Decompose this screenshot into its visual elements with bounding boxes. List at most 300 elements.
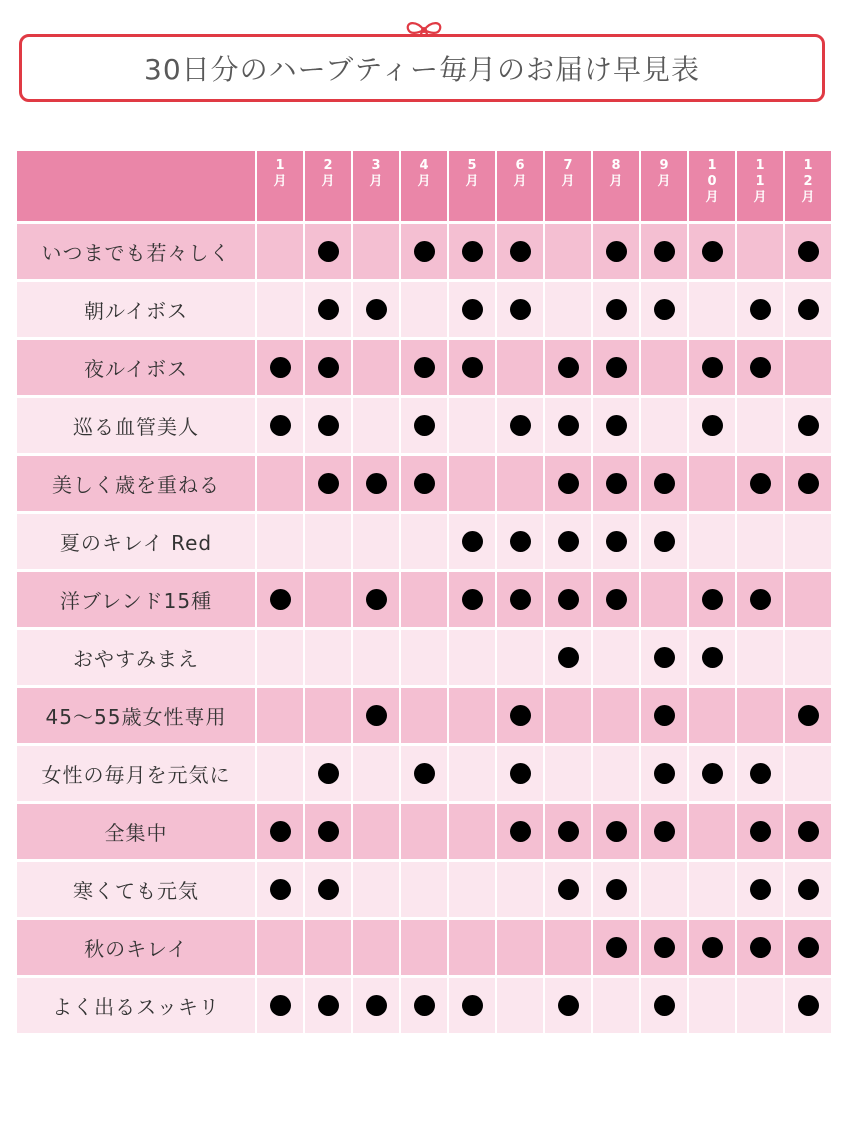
schedule-cell xyxy=(785,688,831,743)
schedule-cell xyxy=(545,398,591,453)
tea-name: 女性の毎月を元気に xyxy=(41,763,231,787)
month-header-5: 5 月 xyxy=(449,151,495,221)
delivery-dot-icon xyxy=(606,589,627,610)
schedule-cell xyxy=(641,572,687,627)
schedule-cell xyxy=(593,978,639,1033)
delivery-dot-icon xyxy=(654,531,675,552)
schedule-cell xyxy=(449,282,495,337)
tea-name: 朝ルイボス xyxy=(84,299,188,323)
schedule-cell xyxy=(689,746,735,801)
month-header-3: 3 月 xyxy=(353,151,399,221)
tea-name-cell xyxy=(17,572,255,627)
schedule-cell xyxy=(545,282,591,337)
schedule-cell xyxy=(305,456,351,511)
schedule-cell xyxy=(353,572,399,627)
schedule-cell xyxy=(353,688,399,743)
schedule-cell xyxy=(497,978,543,1033)
schedule-cell xyxy=(593,514,639,569)
schedule-cell xyxy=(689,514,735,569)
tea-name-cell xyxy=(17,340,255,395)
delivery-dot-icon xyxy=(798,473,819,494)
delivery-dot-icon xyxy=(750,879,771,900)
delivery-dot-icon xyxy=(798,299,819,320)
schedule-cell xyxy=(449,340,495,395)
schedule-cell xyxy=(449,862,495,917)
delivery-dot-icon xyxy=(654,647,675,668)
delivery-schedule-table xyxy=(17,151,831,1033)
schedule-cell xyxy=(545,920,591,975)
schedule-cell xyxy=(305,746,351,801)
delivery-dot-icon xyxy=(270,589,291,610)
schedule-cell xyxy=(257,746,303,801)
schedule-cell xyxy=(545,804,591,859)
delivery-dot-icon xyxy=(702,415,723,436)
schedule-cell xyxy=(545,746,591,801)
schedule-cell xyxy=(449,746,495,801)
tea-name: 寒くても元気 xyxy=(73,879,199,903)
month-header-4: 4 月 xyxy=(401,151,447,221)
delivery-dot-icon xyxy=(366,995,387,1016)
schedule-cell xyxy=(737,688,783,743)
delivery-dot-icon xyxy=(798,995,819,1016)
schedule-cell xyxy=(305,804,351,859)
schedule-cell xyxy=(641,398,687,453)
schedule-cell xyxy=(641,688,687,743)
schedule-cell xyxy=(449,688,495,743)
delivery-dot-icon xyxy=(558,357,579,378)
schedule-cell xyxy=(353,804,399,859)
delivery-dot-icon xyxy=(750,937,771,958)
delivery-dot-icon xyxy=(462,995,483,1016)
schedule-cell xyxy=(257,514,303,569)
schedule-cell xyxy=(305,340,351,395)
schedule-cell xyxy=(593,572,639,627)
schedule-cell xyxy=(401,862,447,917)
schedule-cell xyxy=(545,340,591,395)
delivery-dot-icon xyxy=(366,705,387,726)
delivery-dot-icon xyxy=(702,589,723,610)
schedule-cell xyxy=(353,746,399,801)
delivery-dot-icon xyxy=(414,357,435,378)
schedule-cell xyxy=(353,514,399,569)
delivery-dot-icon xyxy=(462,589,483,610)
schedule-cell xyxy=(689,282,735,337)
schedule-cell xyxy=(449,456,495,511)
delivery-dot-icon xyxy=(366,473,387,494)
tea-name-cell xyxy=(17,978,255,1033)
header-corner-cell xyxy=(17,151,255,221)
delivery-dot-icon xyxy=(654,241,675,262)
tea-name-cell xyxy=(17,862,255,917)
schedule-cell xyxy=(401,282,447,337)
schedule-cell xyxy=(785,282,831,337)
schedule-cell xyxy=(497,688,543,743)
schedule-cell xyxy=(305,282,351,337)
schedule-cell xyxy=(497,398,543,453)
schedule-cell xyxy=(305,688,351,743)
schedule-cell xyxy=(737,920,783,975)
tea-name: 巡る血管美人 xyxy=(73,415,199,439)
schedule-cell xyxy=(641,862,687,917)
schedule-cell xyxy=(449,804,495,859)
month-header-10: 1 0 月 xyxy=(689,151,735,221)
delivery-dot-icon xyxy=(606,937,627,958)
schedule-cell xyxy=(689,224,735,279)
schedule-cell xyxy=(449,398,495,453)
schedule-cell xyxy=(257,804,303,859)
delivery-dot-icon xyxy=(510,241,531,262)
schedule-cell xyxy=(737,746,783,801)
month-header-9: 9 月 xyxy=(641,151,687,221)
delivery-dot-icon xyxy=(798,241,819,262)
schedule-cell xyxy=(497,746,543,801)
schedule-cell xyxy=(689,862,735,917)
schedule-cell xyxy=(737,456,783,511)
schedule-cell xyxy=(401,572,447,627)
schedule-cell xyxy=(353,282,399,337)
schedule-cell xyxy=(353,862,399,917)
delivery-dot-icon xyxy=(750,821,771,842)
month-header-12: 1 2 月 xyxy=(785,151,831,221)
schedule-cell xyxy=(401,514,447,569)
delivery-dot-icon xyxy=(318,415,339,436)
schedule-cell xyxy=(497,340,543,395)
schedule-cell xyxy=(785,514,831,569)
schedule-cell xyxy=(401,746,447,801)
schedule-cell xyxy=(257,978,303,1033)
delivery-dot-icon xyxy=(750,589,771,610)
delivery-dot-icon xyxy=(606,415,627,436)
delivery-dot-icon xyxy=(318,763,339,784)
schedule-cell xyxy=(401,456,447,511)
delivery-dot-icon xyxy=(702,647,723,668)
schedule-cell xyxy=(737,978,783,1033)
schedule-cell xyxy=(785,978,831,1033)
delivery-dot-icon xyxy=(318,473,339,494)
schedule-cell xyxy=(353,920,399,975)
schedule-cell xyxy=(641,630,687,685)
schedule-cell xyxy=(593,456,639,511)
tea-name: おやすみまえ xyxy=(73,647,199,671)
schedule-cell xyxy=(593,340,639,395)
schedule-cell xyxy=(641,746,687,801)
tea-name: 美しく歳を重ねる xyxy=(52,473,220,497)
schedule-cell xyxy=(497,456,543,511)
month-header-11: 1 1 月 xyxy=(737,151,783,221)
delivery-dot-icon xyxy=(318,879,339,900)
delivery-dot-icon xyxy=(750,763,771,784)
month-header-8: 8 月 xyxy=(593,151,639,221)
schedule-cell xyxy=(353,340,399,395)
schedule-cell xyxy=(449,572,495,627)
schedule-cell xyxy=(305,572,351,627)
tea-name-cell xyxy=(17,398,255,453)
delivery-dot-icon xyxy=(606,879,627,900)
delivery-dot-icon xyxy=(654,937,675,958)
tea-name: 洋ブレンド15種 xyxy=(59,589,213,613)
schedule-cell xyxy=(257,282,303,337)
schedule-cell xyxy=(257,398,303,453)
delivery-dot-icon xyxy=(510,821,531,842)
delivery-dot-icon xyxy=(510,299,531,320)
delivery-dot-icon xyxy=(654,995,675,1016)
month-header-1: 1 月 xyxy=(257,151,303,221)
schedule-cell xyxy=(737,804,783,859)
schedule-cell xyxy=(497,224,543,279)
delivery-dot-icon xyxy=(558,531,579,552)
tea-name-cell xyxy=(17,746,255,801)
delivery-dot-icon xyxy=(558,821,579,842)
schedule-cell xyxy=(641,224,687,279)
schedule-cell xyxy=(593,804,639,859)
delivery-dot-icon xyxy=(798,879,819,900)
schedule-cell xyxy=(401,804,447,859)
schedule-cell xyxy=(689,398,735,453)
schedule-cell xyxy=(497,920,543,975)
schedule-cell xyxy=(545,456,591,511)
schedule-cell xyxy=(257,224,303,279)
schedule-cell xyxy=(641,456,687,511)
delivery-dot-icon xyxy=(414,241,435,262)
schedule-cell xyxy=(545,224,591,279)
delivery-dot-icon xyxy=(462,357,483,378)
schedule-cell xyxy=(737,340,783,395)
tea-name-cell xyxy=(17,920,255,975)
schedule-cell xyxy=(545,688,591,743)
schedule-cell xyxy=(497,572,543,627)
delivery-dot-icon xyxy=(558,879,579,900)
delivery-dot-icon xyxy=(654,473,675,494)
schedule-cell xyxy=(689,920,735,975)
schedule-cell xyxy=(593,630,639,685)
schedule-cell xyxy=(545,978,591,1033)
delivery-dot-icon xyxy=(654,705,675,726)
schedule-cell xyxy=(689,978,735,1033)
schedule-cell xyxy=(449,224,495,279)
month-header-2: 2 月 xyxy=(305,151,351,221)
schedule-cell xyxy=(641,920,687,975)
delivery-dot-icon xyxy=(270,357,291,378)
schedule-cell xyxy=(305,398,351,453)
delivery-dot-icon xyxy=(654,299,675,320)
delivery-dot-icon xyxy=(750,299,771,320)
schedule-cell xyxy=(449,514,495,569)
page-title: 30日分のハーブティー毎月のお届け早見表 xyxy=(144,53,700,86)
tea-name-cell xyxy=(17,688,255,743)
schedule-cell xyxy=(449,630,495,685)
delivery-dot-icon xyxy=(798,937,819,958)
schedule-cell xyxy=(689,688,735,743)
delivery-dot-icon xyxy=(702,357,723,378)
delivery-dot-icon xyxy=(366,589,387,610)
schedule-cell xyxy=(353,978,399,1033)
delivery-dot-icon xyxy=(270,995,291,1016)
schedule-cell xyxy=(305,514,351,569)
delivery-dot-icon xyxy=(270,821,291,842)
schedule-cell xyxy=(497,630,543,685)
schedule-cell xyxy=(401,688,447,743)
delivery-dot-icon xyxy=(798,705,819,726)
schedule-cell xyxy=(257,340,303,395)
schedule-cell xyxy=(785,572,831,627)
delivery-dot-icon xyxy=(606,299,627,320)
tea-name: 全集中 xyxy=(104,821,168,845)
schedule-cell xyxy=(689,456,735,511)
schedule-cell xyxy=(401,224,447,279)
schedule-cell xyxy=(497,282,543,337)
delivery-dot-icon xyxy=(510,415,531,436)
delivery-dot-icon xyxy=(270,415,291,436)
delivery-dot-icon xyxy=(558,995,579,1016)
schedule-cell xyxy=(737,398,783,453)
schedule-cell xyxy=(593,688,639,743)
schedule-cell xyxy=(401,920,447,975)
schedule-cell xyxy=(785,862,831,917)
schedule-cell xyxy=(737,572,783,627)
tea-name: 夜ルイボス xyxy=(84,357,188,381)
delivery-dot-icon xyxy=(510,705,531,726)
delivery-dot-icon xyxy=(510,589,531,610)
schedule-cell xyxy=(257,456,303,511)
delivery-dot-icon xyxy=(462,531,483,552)
delivery-dot-icon xyxy=(558,415,579,436)
delivery-dot-icon xyxy=(606,531,627,552)
title-frame xyxy=(19,34,825,102)
schedule-cell xyxy=(785,804,831,859)
delivery-dot-icon xyxy=(798,821,819,842)
schedule-cell xyxy=(545,514,591,569)
delivery-dot-icon xyxy=(318,821,339,842)
delivery-dot-icon xyxy=(750,473,771,494)
schedule-cell xyxy=(353,398,399,453)
schedule-cell xyxy=(257,862,303,917)
schedule-cell xyxy=(785,746,831,801)
delivery-dot-icon xyxy=(558,473,579,494)
delivery-dot-icon xyxy=(414,473,435,494)
schedule-cell xyxy=(737,514,783,569)
delivery-dot-icon xyxy=(462,241,483,262)
tea-name: よく出るスッキリ xyxy=(52,995,220,1019)
tea-name-cell xyxy=(17,456,255,511)
tea-name-cell xyxy=(17,224,255,279)
delivery-dot-icon xyxy=(750,357,771,378)
delivery-dot-icon xyxy=(798,415,819,436)
schedule-cell xyxy=(305,978,351,1033)
delivery-dot-icon xyxy=(558,589,579,610)
delivery-dot-icon xyxy=(318,357,339,378)
schedule-cell xyxy=(593,282,639,337)
schedule-cell xyxy=(257,572,303,627)
delivery-dot-icon xyxy=(366,299,387,320)
schedule-cell xyxy=(737,630,783,685)
tea-name: 45〜55歳女性専用 xyxy=(45,705,227,729)
schedule-cell xyxy=(785,224,831,279)
schedule-cell xyxy=(449,978,495,1033)
schedule-cell xyxy=(641,514,687,569)
schedule-cell xyxy=(545,630,591,685)
delivery-dot-icon xyxy=(702,763,723,784)
delivery-dot-icon xyxy=(270,879,291,900)
delivery-dot-icon xyxy=(606,241,627,262)
delivery-dot-icon xyxy=(702,241,723,262)
delivery-dot-icon xyxy=(510,763,531,784)
schedule-cell xyxy=(641,978,687,1033)
schedule-cell xyxy=(257,630,303,685)
delivery-dot-icon xyxy=(654,821,675,842)
schedule-cell xyxy=(737,282,783,337)
schedule-cell xyxy=(305,630,351,685)
schedule-cell xyxy=(689,804,735,859)
month-header-7: 7 月 xyxy=(545,151,591,221)
delivery-dot-icon xyxy=(318,995,339,1016)
schedule-cell xyxy=(785,456,831,511)
schedule-cell xyxy=(401,978,447,1033)
schedule-cell xyxy=(257,920,303,975)
delivery-dot-icon xyxy=(606,473,627,494)
schedule-cell xyxy=(737,862,783,917)
schedule-cell xyxy=(305,920,351,975)
schedule-cell xyxy=(641,804,687,859)
delivery-dot-icon xyxy=(510,531,531,552)
schedule-cell xyxy=(401,340,447,395)
tea-name-cell xyxy=(17,630,255,685)
schedule-cell xyxy=(401,398,447,453)
schedule-cell xyxy=(497,862,543,917)
schedule-cell xyxy=(641,340,687,395)
schedule-cell xyxy=(353,630,399,685)
schedule-cell xyxy=(785,630,831,685)
tea-name-cell xyxy=(17,514,255,569)
schedule-cell xyxy=(257,688,303,743)
schedule-cell xyxy=(353,456,399,511)
tea-name-cell xyxy=(17,282,255,337)
schedule-cell xyxy=(305,224,351,279)
schedule-cell xyxy=(305,862,351,917)
month-header-6: 6 月 xyxy=(497,151,543,221)
schedule-cell xyxy=(593,920,639,975)
schedule-cell xyxy=(449,920,495,975)
delivery-dot-icon xyxy=(654,763,675,784)
schedule-cell xyxy=(401,630,447,685)
schedule-cell xyxy=(593,224,639,279)
delivery-dot-icon xyxy=(414,995,435,1016)
schedule-cell xyxy=(545,862,591,917)
schedule-cell xyxy=(353,224,399,279)
delivery-dot-icon xyxy=(558,647,579,668)
schedule-cell xyxy=(737,224,783,279)
schedule-cell xyxy=(497,804,543,859)
schedule-cell xyxy=(785,340,831,395)
schedule-cell xyxy=(593,862,639,917)
tea-name-cell xyxy=(17,804,255,859)
tea-name: 秋のキレイ xyxy=(84,937,188,961)
delivery-dot-icon xyxy=(606,821,627,842)
delivery-dot-icon xyxy=(606,357,627,378)
schedule-cell xyxy=(545,572,591,627)
tea-name: 夏のキレイ Red xyxy=(59,531,213,555)
delivery-dot-icon xyxy=(462,299,483,320)
tea-name: いつまでも若々しく xyxy=(41,241,231,265)
delivery-dot-icon xyxy=(318,299,339,320)
schedule-cell xyxy=(785,398,831,453)
schedule-cell xyxy=(689,572,735,627)
schedule-cell xyxy=(593,398,639,453)
delivery-dot-icon xyxy=(702,937,723,958)
schedule-cell xyxy=(785,920,831,975)
delivery-dot-icon xyxy=(414,763,435,784)
schedule-cell xyxy=(641,282,687,337)
delivery-dot-icon xyxy=(318,241,339,262)
